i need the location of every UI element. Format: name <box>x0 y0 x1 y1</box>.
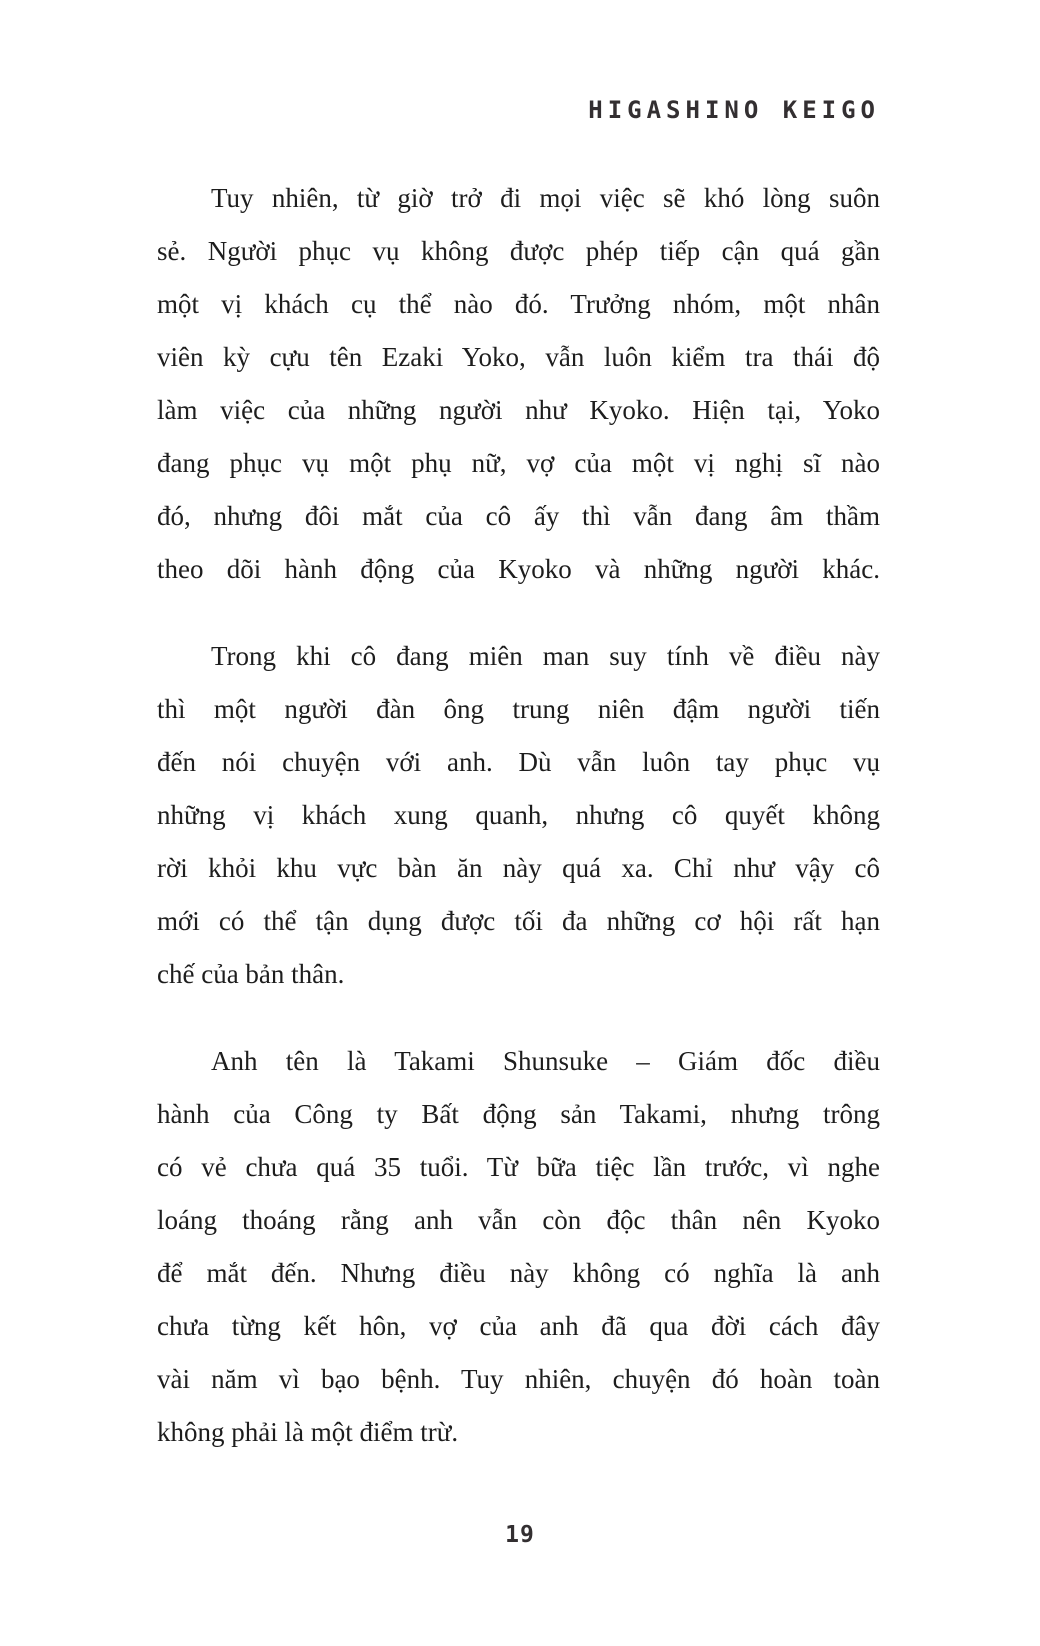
running-head-author: HIGASHINO KEIGO <box>588 96 880 124</box>
text-line: hành của Công ty Bất động sản Takami, nhưng trông <box>157 1099 880 1129</box>
text-line: những vị khách xung quanh, nhưng cô quyết không <box>157 800 880 830</box>
text-line: để mắt đến. Nhưng điều này không có nghĩa là anh <box>157 1258 880 1288</box>
text-line: chưa từng kết hôn, vợ của anh đã qua đời cách đây <box>157 1311 880 1341</box>
text-line: mới có thể tận dụng được tối đa những cơ hội rất hạn <box>157 906 880 936</box>
text-line: vài năm vì bạo bệnh. Tuy nhiên, chuyện đó hoàn toàn <box>157 1364 880 1394</box>
text-line: theo dõi hành động của Kyoko và những người khác. <box>157 554 880 584</box>
text-line: chế của bản thân. <box>157 959 345 989</box>
text-line: một vị khách cụ thể nào đó. Trưởng nhóm, một nhân <box>157 289 880 319</box>
text-line: làm việc của những người như Kyoko. Hiện tại, Yoko <box>157 395 880 425</box>
paragraph <box>157 630 880 1001</box>
body-text <box>157 172 880 1459</box>
paragraph <box>157 172 880 596</box>
text-line: đó, nhưng đôi mắt của cô ấy thì vẫn đang âm thầm <box>157 501 880 531</box>
text-line: loáng thoáng rằng anh vẫn còn độc thân nên Kyoko <box>157 1205 880 1235</box>
text-line: Tuy nhiên, từ giờ trở đi mọi việc sẽ khó lòng suôn <box>211 183 880 213</box>
text-line: Trong khi cô đang miên man suy tính về điều này <box>211 641 880 671</box>
paragraph <box>157 1035 880 1459</box>
text-line: không phải là một điểm trừ. <box>157 1417 459 1447</box>
text-line: viên kỳ cựu tên Ezaki Yoko, vẫn luôn kiểm tra thái độ <box>157 342 880 372</box>
text-line: sẻ. Người phục vụ không được phép tiếp cận quá gần <box>157 236 880 266</box>
text-line: có vẻ chưa quá 35 tuổi. Từ bữa tiệc lần trước, vì nghe <box>157 1152 880 1182</box>
text-line: thì một người đàn ông trung niên đậm người tiến <box>157 694 880 724</box>
text-line: Anh tên là Takami Shunsuke – Giám đốc điều <box>211 1046 880 1076</box>
text-line: rời khỏi khu vực bàn ăn này quá xa. Chỉ như vậy cô <box>157 853 880 883</box>
page-number: 19 <box>505 1522 535 1548</box>
text-line: đang phục vụ một phụ nữ, vợ của một vị nghị sĩ nào <box>157 448 880 478</box>
text-line: đến nói chuyện với anh. Dù vẫn luôn tay phục vụ <box>157 747 880 777</box>
